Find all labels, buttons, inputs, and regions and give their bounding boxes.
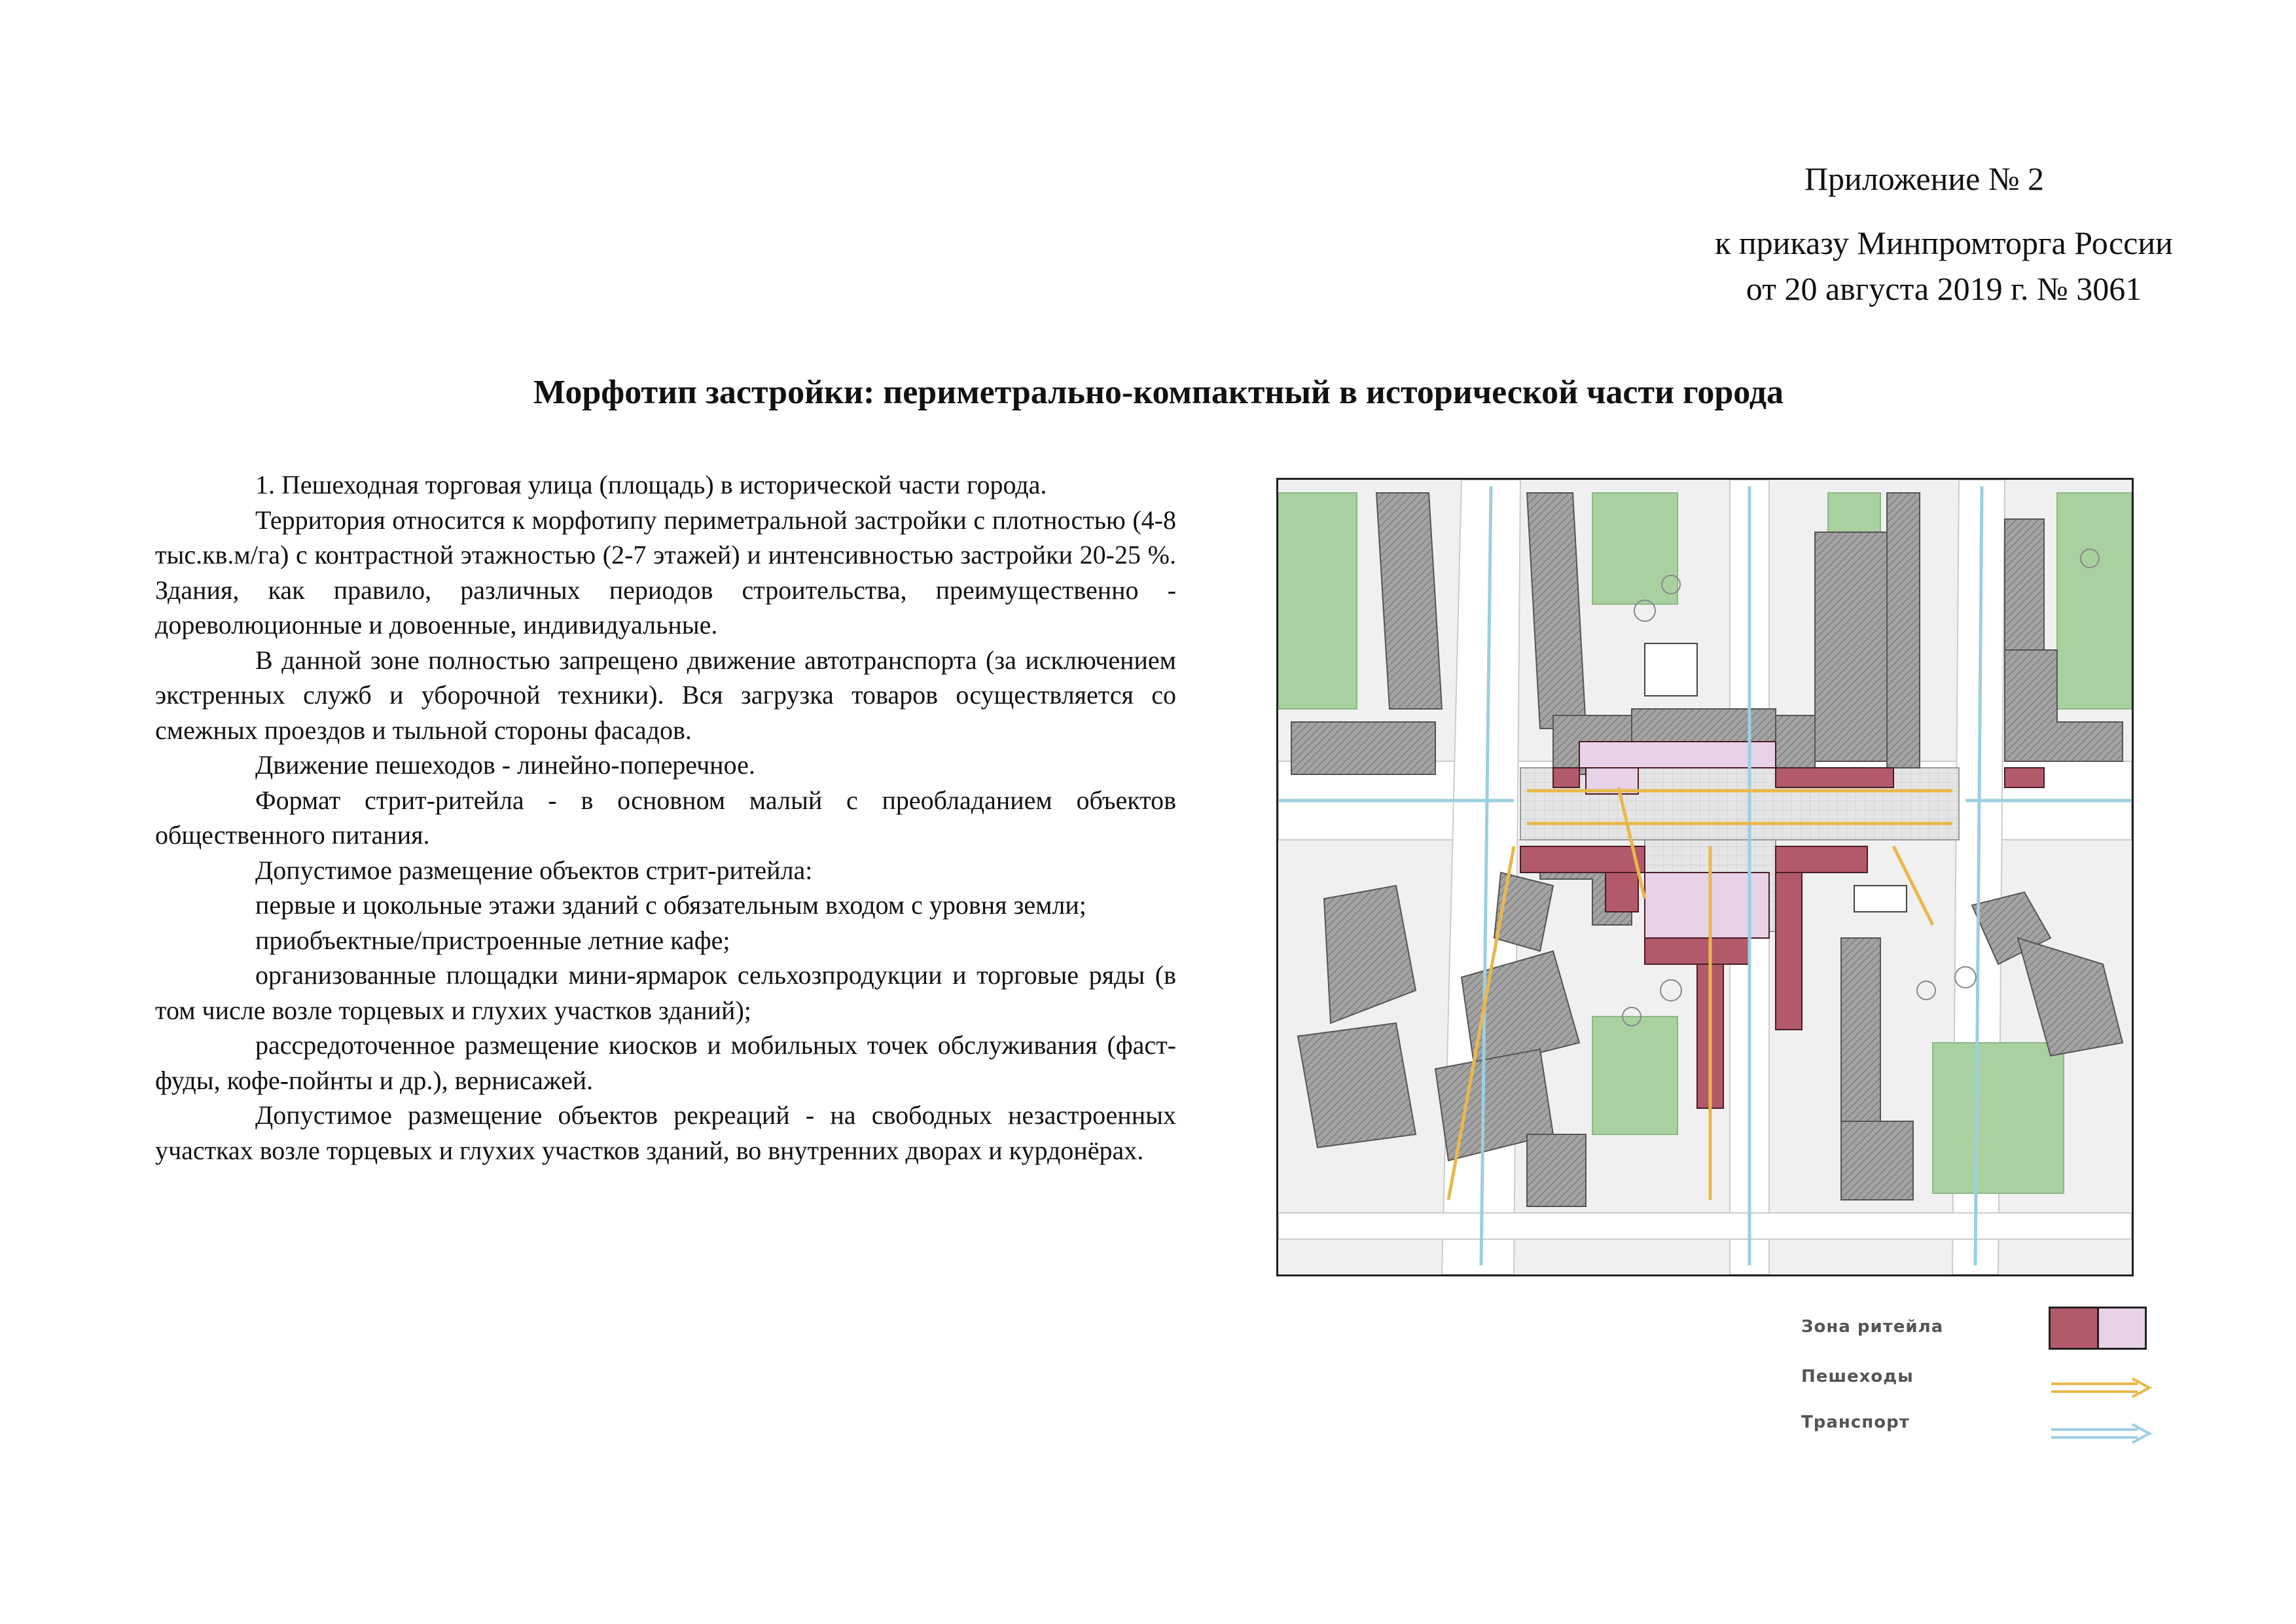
paragraph-3: В данной зоне полностью запрещено движение автотранспорта (за исключением экстренных служб и уборочной техники). Вся загрузка товаров осуществляется со смежных проездов и тыльной стороны фасадов.	[155, 645, 1176, 745]
appendix-number: Приложение № 2	[1804, 160, 2045, 197]
paragraph-9: организованные площадки мини-ярмарок сельхозпродукции и торговые ряды (в том числе возле торцевых и глухих участков зданий);	[155, 960, 1176, 1025]
site-plan-drawing	[1278, 480, 2132, 1274]
order-line-2: от 20 августа 2019 г. № 3061	[1746, 270, 2142, 307]
legend-pedestrians-label: Пешеходы	[1801, 1367, 1914, 1386]
legend-retail-light	[2099, 1308, 2145, 1348]
paragraph-4: Движение пешеходов - линейно-поперечное.	[255, 750, 755, 780]
paragraph-1: 1. Пешеходная торговая улица (площадь) в исторической части города.	[255, 470, 1047, 499]
paragraph-2: Территория относится к морфотипу периметральной застройки с плотностью (4-8 тыс.кв.м/га) с контрастной этажностью (2-7 этажей) и интенсивностью застройки 20-25 %. Здания, как правило, различных периодов строительства, преимущественно - дореволюционные и довоенные, индивидуальные.	[155, 505, 1176, 640]
white-kiosk	[1854, 886, 1907, 912]
body-text	[155, 467, 1176, 1168]
paragraph-6: Допустимое размещение объектов стрит-ритейла:	[255, 855, 813, 885]
paragraph-8: приобъектные/пристроенные летние кафе;	[255, 925, 730, 955]
paragraph-11: Допустимое размещение объектов рекреаций - на свободных незастроенных участках возле торцевых и глухих участков зданий, во внутренних дворах и курдонёрах.	[155, 1100, 1176, 1165]
white-building	[1645, 643, 1697, 696]
paragraph-10: рассредоточенное размещение киосков и мобильных точек обслуживания (фаст-фуды, кофе-пойнты и др.), вернисажей.	[155, 1030, 1176, 1095]
site-plan-map	[1276, 478, 2134, 1276]
paragraph-5: Формат стрит-ритейла - в основном малый с преобладанием объектов общественного питания.	[155, 785, 1176, 850]
order-line-1: к приказу Минпромторга России	[1715, 225, 2173, 261]
legend-transport-label: Транспорт	[1801, 1413, 1910, 1432]
legend-retail-dark	[2051, 1308, 2099, 1348]
legend-retail-swatch	[2049, 1307, 2147, 1350]
paragraph-7: первые и цокольные этажи зданий с обязательным входом с уровня земли;	[255, 890, 1086, 920]
page-title: Морфотип застройки: периметрально-компактный в исторической части города	[533, 374, 1784, 411]
legend-retail-label: Зона ритейла	[1801, 1317, 1944, 1337]
legend-pedestrian-arrow-icon	[2049, 1376, 2153, 1399]
order-reference	[1649, 220, 2238, 312]
legend-transport-arrow-icon	[2049, 1422, 2153, 1445]
